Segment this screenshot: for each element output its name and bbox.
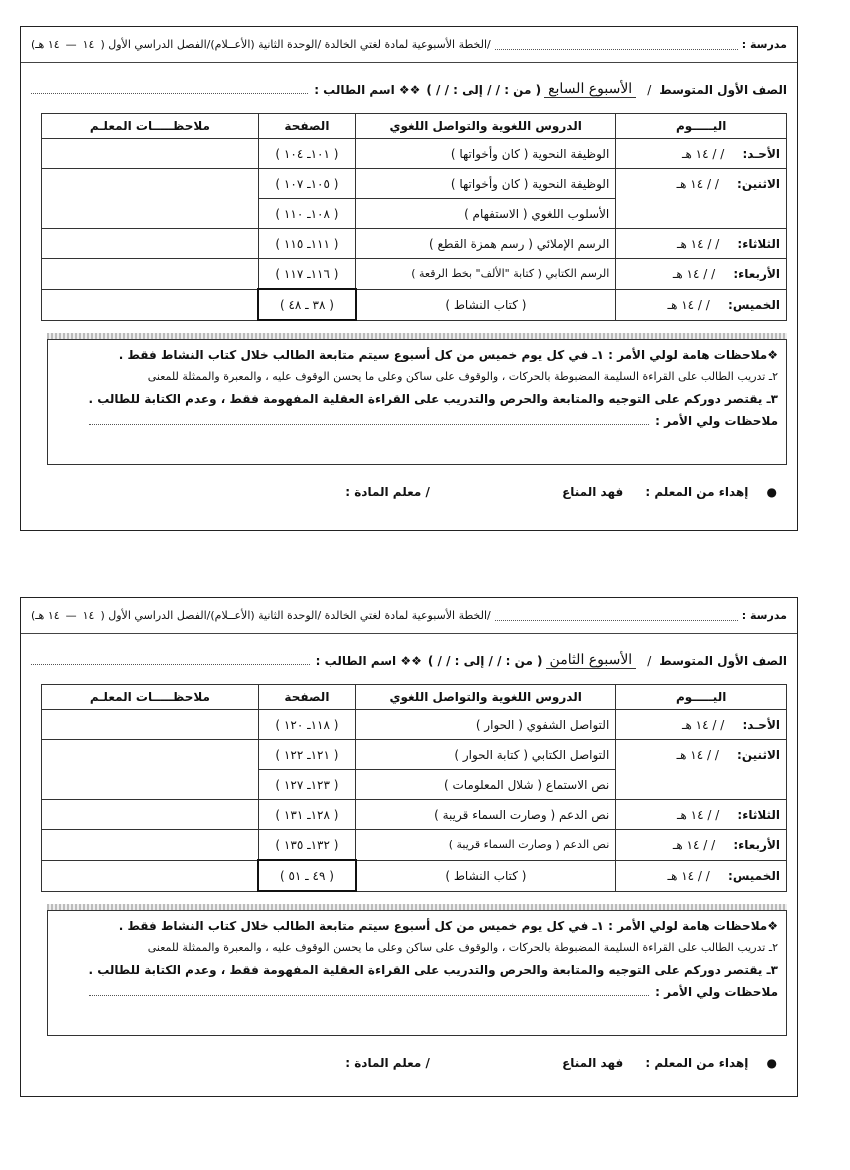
grade-label: الصف الأول المتوسط: [659, 653, 787, 668]
teacher-notes-cell: [42, 740, 259, 800]
table-row: [42, 740, 787, 770]
lesson-cell: ( كتاب النشاط ): [356, 860, 616, 891]
teacher-notes-cell: [42, 800, 259, 830]
teacher-name: فهد المناع: [562, 485, 624, 499]
note-3: ٣ـ يقتصر دوركم على التوجيه والمتابعة والحرص والتدريب على القراءة العقلية المفهومة فقط ، وعدم الكتابة للطالب .: [88, 963, 778, 977]
page-cell: ( ١١١ـ ١١٥ ): [258, 229, 355, 259]
table-row: [42, 139, 787, 169]
day-cell: الأربعاء: / / ١٤ هـ: [616, 259, 787, 290]
table-row: [42, 259, 787, 290]
parent-notes-box: [47, 910, 787, 1036]
table-row: [42, 860, 787, 891]
lessons-table: [41, 684, 787, 892]
day-cell: الاثنين: / / ١٤ هـ: [616, 740, 787, 800]
teacher-notes-cell: [42, 289, 259, 320]
col-notes: ملاحظـــــات المعلـم: [42, 114, 259, 139]
footer: [41, 1056, 777, 1070]
lesson-cell: نص الدعم ( وصارت السماء قريبة ): [356, 800, 616, 830]
page-cell: ( ١٢١ـ ١٢٢ ): [258, 740, 355, 770]
note-2: ٢ـ تدريب الطالب على القراءة السليمة المضبوطة بالحركات ، والوقوف على ساكن وعلى ما يحسن الوقوف عليه ، والمعبرة والممثلة للمعنى: [147, 370, 778, 383]
note-1: ❖ملاحظات هامة لولي الأمر : ١ـ في كل يوم خميس من كل أسبوع سيتم متابعة الطالب خلال كتاب النشاط فقط .: [118, 348, 778, 362]
plan-title: /الخطة الأسبوعية لمادة لغتي الخالدة /الوحدة الثانية (الأعــلام)/الفصل الدراسي الأول (: [100, 609, 491, 622]
table-header: [42, 685, 787, 710]
teacher-notes-cell: [42, 860, 259, 891]
lessons-table: [41, 113, 787, 321]
teacher-notes-cell: [42, 229, 259, 259]
page-cell: ( ١٢٨ـ ١٣١ ): [258, 800, 355, 830]
student-name-label: ❖❖ اسم الطالب :: [314, 82, 421, 97]
weekly-plan-week7: [20, 26, 798, 531]
day-cell: الاثنين: / / ١٤ هـ: [616, 169, 787, 229]
dedication-label: إهداء من المعلم :: [645, 485, 749, 499]
page-cell: ( ١٠٨ـ ١١٠ ): [258, 199, 355, 229]
page-cell: ( ١٢٣ـ ١٢٧ ): [258, 770, 355, 800]
lesson-cell: نص الاستماع ( شلال المعلومات ): [356, 770, 616, 800]
page-cell: ( ١١٨ـ ١٢٠ ): [258, 710, 355, 740]
col-page: الصفحة: [258, 114, 355, 139]
plan-title: /الخطة الأسبوعية لمادة لغتي الخالدة /الوحدة الثانية (الأعــلام)/الفصل الدراسي الأول (: [100, 38, 491, 51]
plan-header: [21, 598, 797, 634]
note-2: ٢ـ تدريب الطالب على القراءة السليمة المضبوطة بالحركات ، والوقوف على ساكن وعلى ما يحسن الوقوف عليه ، والمعبرة والممثلة للمعنى: [147, 941, 778, 954]
school-blank: [495, 610, 738, 621]
grade-label: الصف الأول المتوسط: [659, 82, 787, 97]
day-cell: الأربعاء: / / ١٤ هـ: [616, 830, 787, 861]
table-row: [42, 830, 787, 861]
page-cell: ( ١١٦ـ ١١٧ ): [258, 259, 355, 290]
lesson-cell: التواصل الشفوي ( الحوار ): [356, 710, 616, 740]
year-to: ١٤ هـ): [31, 609, 60, 622]
subject-teacher-label: / معلم المادة :: [345, 1056, 430, 1070]
year-separator: —: [65, 609, 77, 622]
page-cell: ( ٣٨ ـ ٤٨ ): [258, 289, 355, 320]
date-range: ( من : / / إلى : / / ): [427, 653, 543, 668]
week-label: الأسبوع السابع: [544, 81, 636, 98]
lesson-cell: التواصل الكتابي ( كتابة الحوار ): [356, 740, 616, 770]
col-day: اليـــــوم: [616, 114, 787, 139]
student-name-blank: [31, 85, 308, 94]
date-range: ( من : / / إلى : / / ): [426, 82, 542, 97]
day-cell: الأحـد: / / ١٤ هـ: [616, 710, 787, 740]
teacher-notes-cell: [42, 710, 259, 740]
day-cell: الثلاثاء: / / ١٤ هـ: [616, 229, 787, 259]
footer: [41, 485, 777, 499]
lesson-cell: الرسم الإملائي ( رسم همزة القطع ): [356, 229, 616, 259]
note-1: ❖ملاحظات هامة لولي الأمر : ١ـ في كل يوم خميس من كل أسبوع سيتم متابعة الطالب خلال كتاب النشاط فقط .: [118, 919, 778, 933]
dedication-label: إهداء من المعلم :: [645, 1056, 749, 1070]
page-cell: ( ١٣٢ـ ١٣٥ ): [258, 830, 355, 861]
lesson-cell: الرسم الكتابي ( كتابة "الألف" بخط الرقعة ): [356, 259, 616, 290]
parent-notes-box: [47, 339, 787, 465]
day-cell: الأحـد: / / ١٤ هـ: [616, 139, 787, 169]
lesson-cell: الوظيفة النحوية ( كان وأخواتها ): [356, 169, 616, 199]
table-header: [42, 114, 787, 139]
plan-meta: الصف الأول المتوسط / الأسبوع الثامن ( من : / / إلى : / / ) ❖❖ اسم الطالب :: [31, 652, 787, 669]
school-label: مدرسة :: [741, 38, 787, 51]
page-cell: ( ١٠١ـ ١٠٤ ): [258, 139, 355, 169]
year-from: ١٤: [82, 38, 95, 51]
year-from: ١٤: [82, 609, 95, 622]
page-cell: ( ٤٩ ـ ٥١ ): [258, 860, 355, 891]
table-row: [42, 710, 787, 740]
teacher-notes-cell: [42, 830, 259, 861]
parent-notes-line: ملاحظات ولي الأمر :: [56, 981, 778, 1003]
lesson-cell: نص الدعم ( وصارت السماء قريبة ): [356, 830, 616, 861]
school-label: مدرسة :: [741, 609, 787, 622]
table-row: [42, 289, 787, 320]
table-row: [42, 169, 787, 199]
bullet-icon: ●: [766, 1056, 777, 1070]
week-label: الأسبوع الثامن: [546, 652, 637, 669]
col-lesson: الدروس اللغوية والتواصل اللغوي: [356, 114, 616, 139]
day-cell: الخميس: / / ١٤ هـ: [616, 860, 787, 891]
lesson-cell: ( كتاب النشاط ): [356, 289, 616, 320]
day-cell: الخميس: / / ١٤ هـ: [616, 289, 787, 320]
year-to: ١٤ هـ): [31, 38, 60, 51]
weekly-plan-week8: [20, 597, 798, 1097]
teacher-notes-cell: [42, 259, 259, 290]
student-name-blank: [31, 656, 310, 665]
school-blank: [495, 39, 738, 50]
table-row: [42, 800, 787, 830]
col-lesson: الدروس اللغوية والتواصل اللغوي: [356, 685, 616, 710]
lesson-cell: الوظيفة النحوية ( كان وأخواتها ): [356, 139, 616, 169]
subject-teacher-label: / معلم المادة :: [345, 485, 430, 499]
day-cell: الثلاثاء: / / ١٤ هـ: [616, 800, 787, 830]
teacher-name: فهد المناع: [562, 1056, 624, 1070]
page-cell: ( ١٠٥ـ ١٠٧ ): [258, 169, 355, 199]
year-separator: —: [65, 38, 77, 51]
lesson-cell: الأسلوب اللغوي ( الاستفهام ): [356, 199, 616, 229]
student-name-label: ❖❖ اسم الطالب :: [315, 653, 422, 668]
bullet-icon: ●: [766, 485, 777, 499]
table-row: [42, 229, 787, 259]
col-day: اليـــــوم: [616, 685, 787, 710]
plan-meta: الصف الأول المتوسط / الأسبوع السابع ( من : / / إلى : / / ) ❖❖ اسم الطالب :: [31, 81, 787, 98]
teacher-notes-cell: [42, 139, 259, 169]
parent-notes-line: ملاحظات ولي الأمر :: [56, 410, 778, 432]
teacher-notes-cell: [42, 169, 259, 229]
plan-header: [21, 27, 797, 63]
col-notes: ملاحظـــــات المعلـم: [42, 685, 259, 710]
col-page: الصفحة: [258, 685, 355, 710]
note-3: ٣ـ يقتصر دوركم على التوجيه والمتابعة والحرص والتدريب على القراءة العقلية المفهومة فقط ، وعدم الكتابة للطالب .: [88, 392, 778, 406]
